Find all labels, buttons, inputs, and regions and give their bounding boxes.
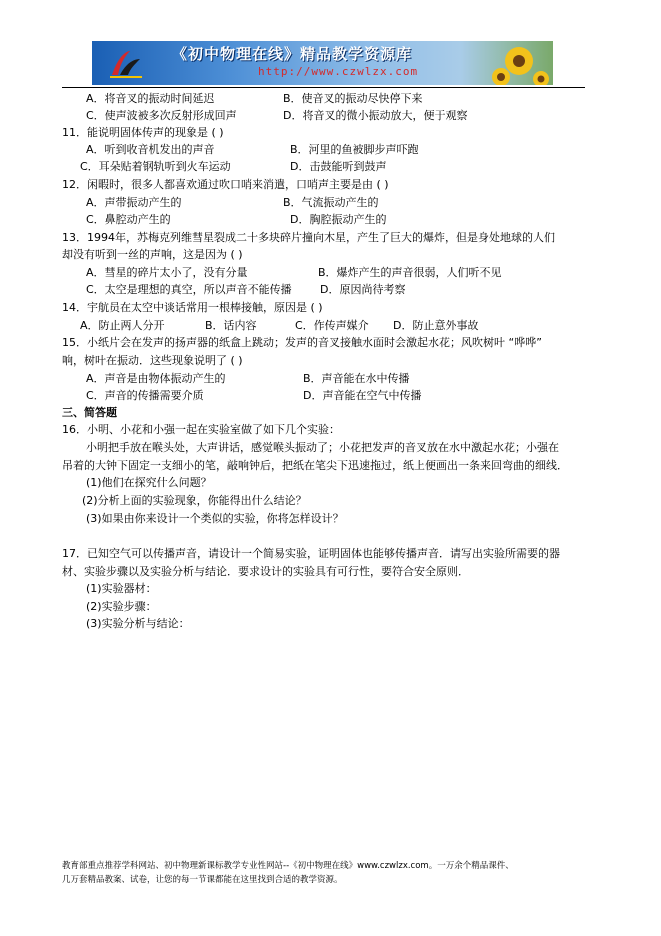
text-line: D．击鼓能听到鼓声: [290, 160, 387, 173]
text-line: D．原因尚待考察: [320, 283, 406, 296]
text-line: 材、实验步骤以及实验分析与结论．要求设计的实验具有可行性，要符合安全原则．: [62, 565, 469, 578]
text-line: 11．能说明固体传声的现象是 ( ): [62, 126, 224, 139]
text-line: C．耳朵贴着钢轨听到火车运动: [80, 160, 231, 173]
text-line: B．爆炸产生的声音很弱，人们听不见: [318, 266, 502, 279]
text-line: (2)分析上面的实验现象，你能得出什么结论？: [82, 494, 307, 507]
site-logo-icon: [108, 47, 144, 79]
text-line: A．彗星的碎片太小了，没有分量: [86, 266, 248, 279]
text-line: 14．宇航员在太空中谈话常用一根棒接触，原因是 ( ): [62, 301, 323, 314]
text-line: 12．闲暇时，很多人都喜欢通过吹口哨来消遣，口哨声主要是由 ( ): [62, 178, 389, 191]
text-line: (2)实验步骤：: [86, 600, 157, 613]
text-line: A．将音叉的振动时间延迟: [86, 92, 215, 105]
sunflower-icon: [489, 41, 549, 85]
text-line: C．作传声媒介: [295, 319, 369, 332]
text-line: 16．小明、小花和小强一起在实验室做了如下几个实验：: [62, 423, 340, 436]
header-banner: [92, 41, 553, 85]
header-rule: [62, 87, 585, 88]
text-line: C．太空是理想的真空，所以声音不能传播: [86, 283, 292, 296]
text-line: B．河里的鱼被脚步声吓跑: [290, 143, 419, 156]
text-line: D．将音叉的微小振动放大，便于观察: [283, 109, 468, 122]
banner-url[interactable]: http://www.czwlzx.com: [258, 65, 419, 78]
footer-line-1: 教育部重点推荐学科网站、初中物理新课标教学专业性网站--《初中物理在线》www.czwlzx.com。一万余个精品课件、: [62, 861, 514, 871]
text-line: 小明把手放在喉头处，大声讲话，感觉喉头振动了；小花把发声的音叉放在水中激起水花；小强在: [86, 441, 559, 454]
text-line: B．话内容: [205, 319, 257, 332]
text-line: (1)他们在探究什么问题？: [86, 476, 212, 489]
text-line: B．声音能在水中传播: [303, 372, 410, 385]
text-line: 17．已知空气可以传播声音，请设计一个简易实验，证明固体也能够传播声音．请写出实验所需要的器: [62, 547, 560, 560]
text-line: B．气流振动产生的: [283, 196, 379, 209]
text-line: C．使声波被多次反射形成回声: [86, 109, 237, 122]
text-line: 13．1994年，苏梅克列维彗星裂成二十多块碎片撞向木星，产生了巨大的爆炸，但是身处地球的人们: [62, 231, 555, 244]
text-line: C．声音的传播需要介质: [86, 389, 204, 402]
text-line: B．使音叉的振动尽快停下来: [283, 92, 423, 105]
text-line: (1)实验器材：: [86, 582, 157, 595]
text-line: 吊着的大钟下固定一支细小的笔，敲响钟后，把纸在笔尖下迅速拖过，纸上便画出一条来回弯曲的细线．: [62, 459, 568, 472]
text-line: 响，树叶在振动．这些现象说明了 ( ): [62, 354, 243, 367]
text-line: A．防止两人分开: [80, 319, 165, 332]
text-line: (3)实验分析与结论：: [86, 617, 190, 630]
text-line: A．声音是由物体振动产生的: [86, 372, 226, 385]
text-line: D．防止意外事故: [393, 319, 479, 332]
banner-title: 《初中物理在线》精品教学资源库: [172, 45, 413, 63]
text-line: 15．小纸片会在发声的扬声器的纸盒上跳动；发声的音叉接触水面时会激起水花；风吹树叶 “哗哗”: [62, 336, 542, 349]
text-line: A．声带振动产生的: [86, 196, 182, 209]
text-line: A．听到收音机发出的声音: [86, 143, 215, 156]
text-line: (3)如果由你来设计一个类似的实验，你将怎样设计？: [86, 512, 344, 525]
text-line: D．胸腔振动产生的: [290, 213, 387, 226]
footer-line-2: 几万套精品教案、试卷，让您的每一节课都能在这里找到合适的教学资源。: [62, 875, 343, 885]
text-line: C．鼻腔动产生的: [86, 213, 171, 226]
text-line: 却没有听到一丝的声响，这是因为 ( ): [62, 248, 243, 261]
section-heading: 三、简答题: [62, 406, 117, 419]
text-line: D．声音能在空气中传播: [303, 389, 422, 402]
